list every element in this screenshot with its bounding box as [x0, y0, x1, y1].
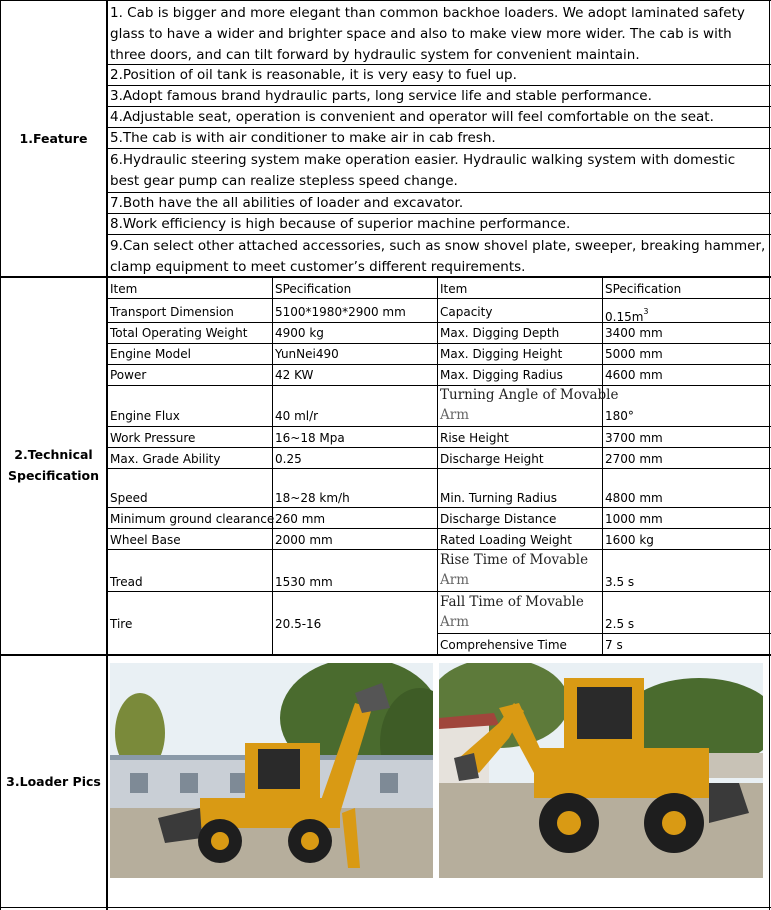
spec-row-divider [107, 591, 771, 592]
section-divider [0, 654, 771, 656]
spec-value: 3.5 s [605, 575, 635, 589]
spec-item: Discharge Distance [440, 512, 557, 526]
spec-row-divider [107, 343, 771, 344]
feature-item-1: 1. Cab is bigger and more elegant than common backhoe loaders. We adopt laminated safety glass to have a wider and brighter space and also to make view more wider. The cab is with three doors, and can tilt forward by hydraulic system for convenient maintain. [110, 5, 745, 63]
loader-photo-2 [439, 663, 763, 878]
spec-item: Minimum ground clearance [110, 512, 275, 526]
spec-value: 2000 mm [275, 533, 333, 547]
spec-value: 20.5-16 [275, 617, 322, 631]
spec-row-divider [107, 549, 771, 550]
spec-item: Capacity [440, 305, 493, 319]
spec-item: Rated Loading Weight [440, 533, 572, 547]
spec-item-line: Arm [440, 614, 470, 630]
spec-item: Discharge Height [440, 452, 544, 466]
spec-item: Max. Digging Height [440, 347, 563, 361]
feature-item-3: 3.Adopt famous brand hydraulic parts, long service life and stable performance. [110, 88, 652, 104]
feature-item-6: 6.Hydraulic steering system make operation easier. Hydraulic walking system with domestic best gear pump can realize stepless speed change. [110, 152, 736, 189]
spec-value: 180° [605, 409, 634, 423]
backhoe-loader-image [439, 663, 763, 878]
spec-value: 42 KW [275, 368, 314, 382]
spec-item: Engine Model [110, 347, 191, 361]
feature-item-4: 4.Adjustable seat, operation is convenient and operator will feel comfortable on the seat. [110, 109, 714, 125]
spec-item: Tire [110, 617, 133, 631]
spec-value: 16~18 Mpa [275, 431, 345, 445]
spec-item: Engine Flux [110, 409, 180, 423]
spec-value: 4600 mm [605, 368, 663, 382]
spec-row-divider [107, 385, 771, 386]
frame-bottom [0, 907, 771, 908]
spec-item: Min. Turning Radius [440, 491, 557, 505]
spec-header-spec-left: SPecification [275, 282, 352, 296]
spec-value: 5100*1980*2900 mm [275, 305, 406, 319]
spec-value: 2700 mm [605, 452, 663, 466]
spec-row-divider [107, 364, 771, 365]
feature-item-8: 8.Work efficiency is high because of superior machine performance. [110, 216, 571, 232]
feature-item-9: 9.Can select other attached accessories, such as snow shovel plate, sweeper, breaking hammer, clamp equipment to meet customer’s different requirements. [110, 238, 766, 275]
pics-section-label: 3.Loader Pics [6, 774, 101, 789]
spec-value: 1600 kg [605, 533, 654, 547]
spec-value: 40 ml/r [275, 409, 319, 423]
feature-item-2: 2.Position of oil tank is reasonable, it is very easy to fuel up. [110, 67, 517, 83]
spec-value: 1530 mm [275, 575, 333, 589]
spec-value: 5000 mm [605, 347, 663, 361]
spec-col-divider [272, 277, 273, 654]
frame-right [769, 0, 770, 910]
spec-value: 260 mm [275, 512, 326, 526]
spec-item-line: Rise Time of Movable [440, 552, 589, 568]
spec-value: 1000 mm [605, 512, 663, 526]
spec-item: Wheel Base [110, 533, 181, 547]
spec-item-multiline [440, 550, 588, 590]
spec-col-divider [437, 277, 438, 654]
backhoe-loader-image [110, 663, 433, 878]
spec-label-line1: 2.Technical [14, 447, 93, 462]
spec-label-line2: Specification [8, 468, 99, 483]
spec-item-multiline [440, 592, 584, 632]
spec-item-multiline [440, 385, 618, 425]
loader-photo-1 [110, 663, 433, 878]
spec-item: Rise Height [440, 431, 509, 445]
spec-value: 0.25 [275, 452, 302, 466]
spec-header-item-right: Item [440, 282, 468, 296]
spec-value: 3400 mm [605, 326, 663, 340]
capacity-value: 0.15m [605, 310, 644, 324]
feature-item-7: 7.Both have the all abilities of loader and excavator. [110, 195, 464, 211]
feature-section-label: 1.Feature [19, 131, 88, 146]
spec-item: Work Pressure [110, 431, 196, 445]
spec-item: Max. Digging Radius [440, 368, 563, 382]
spec-item-line: Arm [440, 407, 470, 423]
spec-value: 3700 mm [605, 431, 663, 445]
spec-row-divider [107, 426, 771, 427]
spec-section-label [0, 444, 107, 486]
spec-row-divider [107, 447, 771, 448]
spec-item: Total Operating Weight [110, 326, 248, 340]
frame-top [0, 0, 771, 1]
feature-item-5: 5.The cab is with air conditioner to make air in cab fresh. [110, 130, 496, 146]
spec-value: 2.5 s [605, 617, 635, 631]
spec-value: 7 s [605, 638, 623, 652]
capacity-exponent: 3 [643, 307, 649, 316]
spec-col-divider [602, 277, 603, 654]
spec-header-spec-right: SPecification [605, 282, 682, 296]
spec-item: Speed [110, 491, 148, 505]
spec-header-item-left: Item [110, 282, 138, 296]
spec-item: Power [110, 368, 147, 382]
spec-item: Transport Dimension [110, 305, 234, 319]
spec-item-line: Arm [440, 572, 470, 588]
spec-item-line: Fall Time of Movable [440, 594, 584, 610]
spec-item-line: Turning Angle of Movable [440, 387, 619, 403]
spec-item: Comprehensive Time [440, 638, 567, 652]
spec-value: 18~28 km/h [275, 491, 350, 505]
spec-value: 4900 kg [275, 326, 324, 340]
spec-item: Max. Digging Depth [440, 326, 560, 340]
spec-value: 4800 mm [605, 491, 663, 505]
spec-item: Tread [110, 575, 143, 589]
spec-value: YunNei490 [275, 347, 339, 361]
spec-row-divider [437, 633, 771, 634]
spec-item: Max. Grade Ability [110, 452, 221, 466]
spec-row-divider [107, 507, 771, 508]
